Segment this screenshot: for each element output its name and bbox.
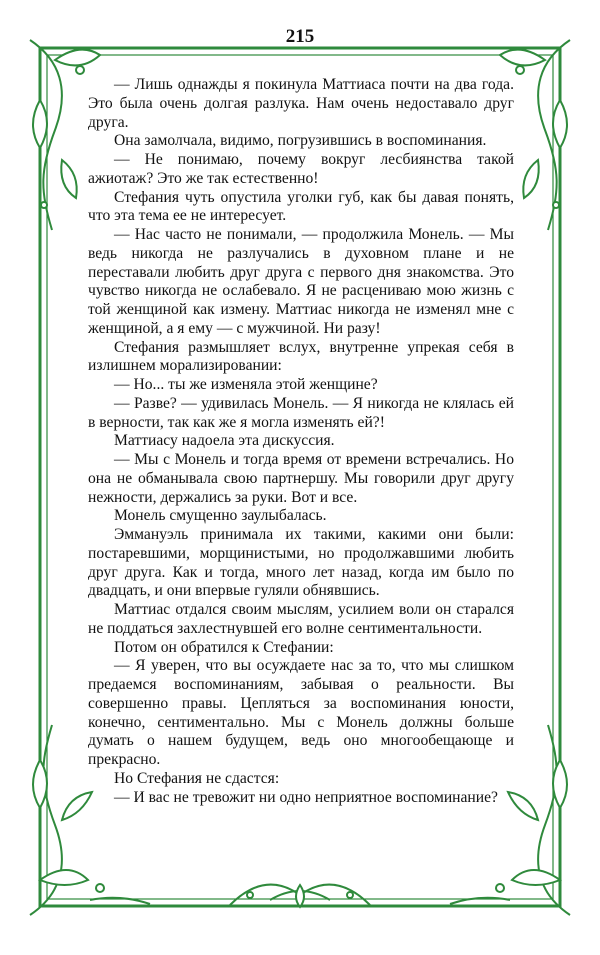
paragraph: Маттиас отдался своим мыслям, усилием воли он старался не поддаться захлестнувшей его волне сентиментальности. — [88, 601, 514, 637]
paragraph: — Я уверен, что вы осуждаете нас за то, что мы слишком предаемся воспоминаниям, забывая о реальности. Вы совершенно правы. Цепляться за воспоминания юности, конечно, сентиментально. Мы с Монель должны больше думать о нашем будущем, ведь оно многообещающе и прекрасно. — [88, 657, 514, 768]
paragraph: — Не понимаю, почему вокруг лесбиянства такой ажиотаж? Это же так естественно! — [88, 151, 514, 187]
paragraph: Монель смущенно заулыбалась. — [114, 507, 327, 525]
page-text — [88, 76, 514, 807]
paragraph: — И вас не тревожит ни одно неприятное воспоминание? — [114, 788, 498, 806]
paragraph: Потом он обратился к Стефании: — [114, 638, 334, 656]
paragraph: — Нас часто не понимали, — продолжила Монель. — Мы ведь никогда не разлучались в духовном плане и не переставали любить друг друга с первого дня знакомства. Это чувство никогда не ослабевало. Я не расцениваю мою жизнь с той женщиной как измену. Маттиас никогда не изменял мне с женщиной, а я ему — с мужчиной. Ни разу! — [88, 226, 514, 337]
paragraph: Стефания размышляет вслух, внутренне упрекая себя в излишнем морализировании: — [88, 338, 514, 375]
paragraph: Эммануэль принимала их такими, какими они были: постаревшими, морщинистыми, но продолжавшими любить друг друга. Как и тогда, много лет назад, когда им было по двадцать, и они впервые гуляли обнявшись. — [88, 526, 514, 600]
paragraph: — Разве? — удивилась Монель. — Я никогда не клялась ей в верности, так как же я могла изменять ей?! — [88, 394, 514, 431]
paragraph: Маттиасу надоела эта дискуссия. — [114, 432, 335, 450]
paragraph: — Но... ты же изменяла этой женщине? — [114, 376, 378, 393]
paragraph: — Лишь однажды я покинула Маттиаса почти на два года. Это была очень долгая разлука. Нам очень недоставало друг друга. — [88, 76, 514, 131]
paragraph: Стефания чуть опустила уголки губ, как бы давая понять, что эта тема ее не интересует. — [88, 188, 514, 225]
paragraph: Но Стефания не сдастся: — [114, 769, 280, 787]
paragraph: Она замолчала, видимо, погрузившись в воспоминания. — [114, 132, 487, 150]
vine-ornament-bottom-center — [230, 885, 370, 907]
page-number: 215 — [285, 26, 315, 47]
paragraph: — Мы с Монель и тогда время от времени встречались. Но она не обманывала свою партнершу. Мы говорили друг другу нежности, держались за руки. Вот и все. — [88, 451, 514, 506]
